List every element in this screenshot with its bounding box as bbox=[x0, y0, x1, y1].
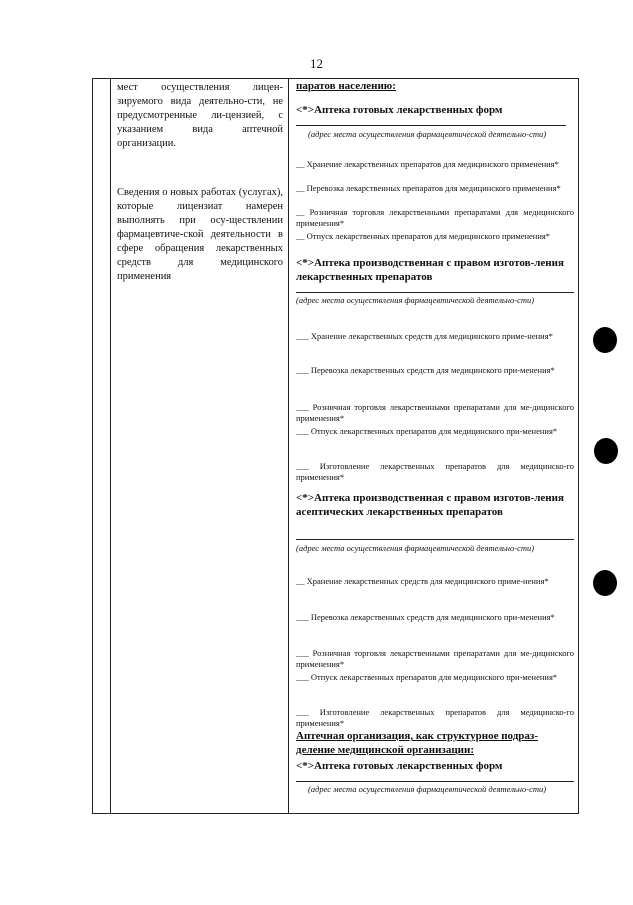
form-table bbox=[92, 78, 579, 814]
punch-hole bbox=[593, 570, 617, 596]
address-line bbox=[296, 292, 574, 293]
list-item: __ Перевозка лекарственных препаратов для медицинского применения* bbox=[296, 183, 561, 193]
address-line bbox=[296, 781, 574, 782]
section-heading: <*>Аптека готовых лекарственных форм bbox=[296, 104, 503, 116]
list-item: ___ Перевозка лекарственных средств для медицинского при-менения* bbox=[296, 612, 555, 622]
address-caption: (адрес места осуществления фармацевтической деятельно-сти) bbox=[296, 295, 535, 305]
subdivision-caption: Аптечная организация, как структурное подраз-деление медицинской организации: bbox=[296, 730, 538, 756]
list-item: __ Хранение лекарственных препаратов для медицинского применения* bbox=[296, 159, 559, 169]
left-cell-text: мест осуществления лицен-зируемого вида деятельно-сти, не предусмотренные ли-цензией, с указанием вида аптечной организации. bbox=[117, 82, 283, 149]
list-item: __ Хранение лекарственных средств для медицинского приме-нения* bbox=[296, 576, 549, 586]
address-caption: (адрес места осуществления фармацевтической деятельно-сти) bbox=[296, 543, 535, 553]
section-heading: <*>Аптека готовых лекарственных форм bbox=[296, 760, 503, 772]
list-item: ___ Розничная торговля лекарственными препаратами для ме-дицинского применения* bbox=[296, 648, 574, 669]
address-line bbox=[296, 539, 574, 540]
column-divider bbox=[110, 79, 111, 813]
section-heading: <*>Аптека производственная с правом изготов-ления асептических лекарственных препаратов bbox=[296, 492, 564, 518]
section-heading: <*>Аптека производственная с правом изготов-ления лекарственных препаратов bbox=[296, 257, 564, 283]
address-caption: (адрес места осуществления фармацевтической деятельно-сти) bbox=[308, 784, 547, 794]
list-item: ___ Отпуск лекарственных препаратов для медицинского при-менения* bbox=[296, 672, 558, 682]
address-line bbox=[296, 125, 566, 126]
address-caption: (адрес места осуществления фармацевтической деятельно-сти) bbox=[308, 129, 547, 139]
left-cell-text: Сведения о новых работах (услугах), которые лицензиат намерен выполнять при осу-ществлении фармацевтиче-ской деятельности в сфере обращения лекарственных средств для медицинского применения bbox=[117, 187, 283, 282]
list-item: ___ Перевозка лекарственных средств для медицинского при-менения* bbox=[296, 365, 555, 375]
list-item: __ Розничная торговля лекарственными препаратами для медицинского применения* bbox=[296, 207, 574, 228]
list-item: ___ Розничная торговля лекарственными препаратами для ме-дицинского применения* bbox=[296, 402, 574, 423]
page-number: 12 bbox=[310, 56, 323, 71]
list-item: ___ Отпуск лекарственных препаратов для медицинского при-менения* bbox=[296, 426, 558, 436]
list-item: ___ Изготовление лекарственных препаратов для медицинско-го применения* bbox=[296, 707, 574, 728]
punch-hole bbox=[594, 438, 618, 464]
punch-hole bbox=[593, 327, 617, 353]
list-item: __ Отпуск лекарственных препаратов для медицинского применения* bbox=[296, 231, 551, 241]
section-caption: паратов населению: bbox=[296, 80, 396, 92]
list-item: ___ Хранение лекарственных средств для медицинского приме-нения* bbox=[296, 331, 553, 341]
column-divider bbox=[288, 79, 289, 813]
list-item: ___ Изготовление лекарственных препаратов для медицинско-го применения* bbox=[296, 461, 574, 482]
